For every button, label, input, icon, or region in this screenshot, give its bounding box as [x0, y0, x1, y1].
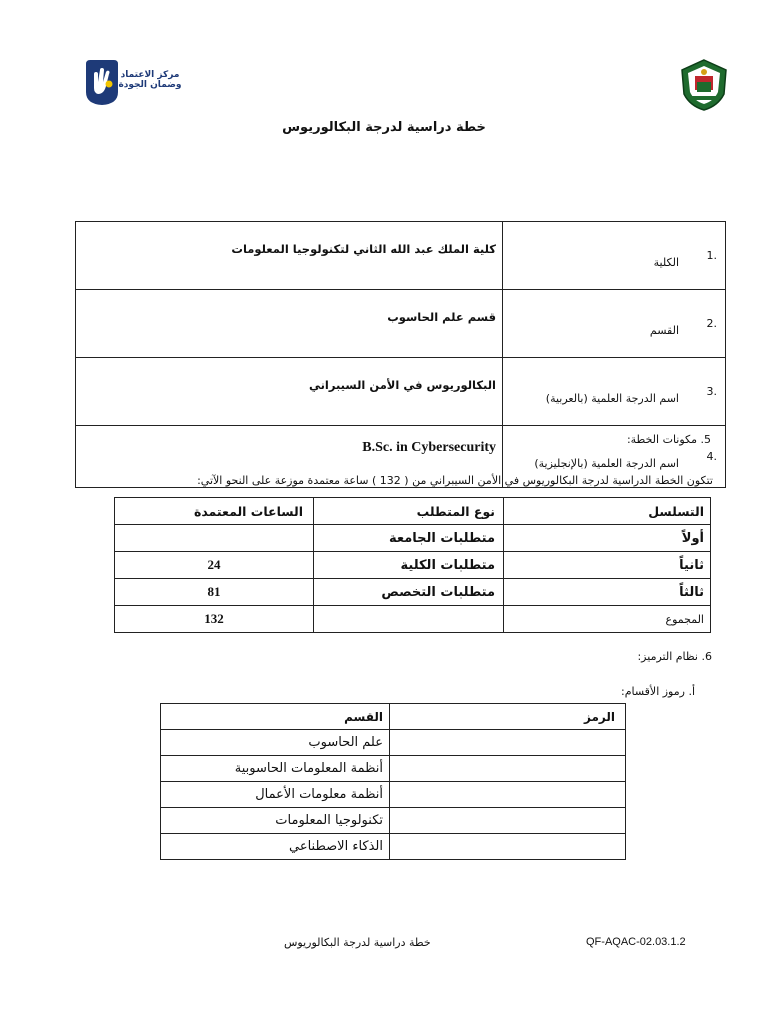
- table-header-row: [115, 498, 711, 525]
- header-sequence: التسلسل: [504, 498, 711, 525]
- page-title: خطة دراسية لدرجة البكالوريوس: [282, 120, 486, 135]
- table-row: [161, 730, 626, 756]
- department-cell: علم الحاسوب: [161, 730, 390, 756]
- header-code: الرمز: [390, 704, 626, 730]
- row-label: القسم: [503, 290, 686, 358]
- table-row: [115, 525, 711, 552]
- code-cell: [390, 756, 626, 782]
- info-row: [76, 358, 726, 426]
- table-row: [161, 756, 626, 782]
- requirement-type-cell: متطلبات الكلية: [314, 552, 504, 579]
- table-row: [161, 782, 626, 808]
- total-row: [115, 606, 711, 633]
- row-number: .1: [685, 222, 726, 290]
- row-label: اسم الدرجة العلمية (بالعربية): [503, 358, 686, 426]
- code-cell: [390, 808, 626, 834]
- sequence-cell: أولاً: [504, 525, 711, 552]
- credit-hours-cell: 81: [115, 579, 314, 606]
- info-row: [76, 222, 726, 290]
- total-empty-cell: [314, 606, 504, 633]
- footer-document-code: QF-AQAC-02.03.1.2: [586, 936, 686, 948]
- department-cell: أنظمة المعلومات الحاسوبية: [161, 756, 390, 782]
- code-cell: [390, 782, 626, 808]
- requirement-type-cell: متطلبات الجامعة: [314, 525, 504, 552]
- quality-center-name: مركز الاعتماد وضمان الجودة: [118, 70, 182, 90]
- row-value: B.Sc. in Cybersecurity: [76, 426, 503, 488]
- quality-center-logo: [82, 58, 182, 106]
- department-codes-table: [160, 703, 626, 860]
- table-row: [115, 579, 711, 606]
- sequence-cell: ثالثاً: [504, 579, 711, 606]
- quality-center-hand-icon: [86, 60, 118, 105]
- code-cell: [390, 730, 626, 756]
- table-row: [161, 808, 626, 834]
- plan-components-table: [114, 497, 711, 633]
- department-cell: تكنولوجيا المعلومات: [161, 808, 390, 834]
- requirement-type-cell: متطلبات التخصص: [314, 579, 504, 606]
- total-hours: 132: [115, 606, 314, 633]
- header-requirement-type: نوع المتطلب: [314, 498, 504, 525]
- section-5-description: تتكون الخطة الدراسية لدرجة البكالوريوس في الأمن السيبراني من ( 132 ) ساعة معتمدة موزعة على النحو الآتي:: [197, 474, 713, 487]
- total-label: المجموع: [504, 606, 711, 633]
- row-number: .2: [685, 290, 726, 358]
- credit-hours-cell: 24: [115, 552, 314, 579]
- row-label: الكلية: [503, 222, 686, 290]
- row-number: .4: [685, 426, 726, 488]
- section-5-heading: 5. مكونات الخطة:: [626, 433, 711, 446]
- credit-hours-cell: [115, 525, 314, 552]
- department-cell: الذكاء الاصطناعي: [161, 834, 390, 860]
- header-credit-hours: الساعات المعتمدة: [115, 498, 314, 525]
- university-crest-icon: [678, 58, 730, 112]
- code-cell: [390, 834, 626, 860]
- row-label: اسم الدرجة العلمية (بالإنجليزية): [503, 426, 686, 488]
- header-department: القسم: [161, 704, 390, 730]
- program-info-table: [75, 221, 726, 488]
- section-6a-heading: أ. رموز الأقسام:: [620, 685, 695, 698]
- footer-title: خطة دراسية لدرجة البكالوريوس: [284, 936, 431, 949]
- table-row: [115, 552, 711, 579]
- sequence-cell: ثانياً: [504, 552, 711, 579]
- row-number: .3: [685, 358, 726, 426]
- table-header-row: [161, 704, 626, 730]
- table-row: [161, 834, 626, 860]
- row-value: البكالوريوس في الأمن السيبراني: [76, 358, 503, 426]
- info-row: [76, 290, 726, 358]
- section-6-heading: 6. نظام الترميز:: [637, 650, 712, 663]
- row-value: قسم علم الحاسوب: [76, 290, 503, 358]
- row-value: كلية الملك عبد الله الثاني لتكنولوجيا المعلومات: [76, 222, 503, 290]
- department-cell: أنظمة معلومات الأعمال: [161, 782, 390, 808]
